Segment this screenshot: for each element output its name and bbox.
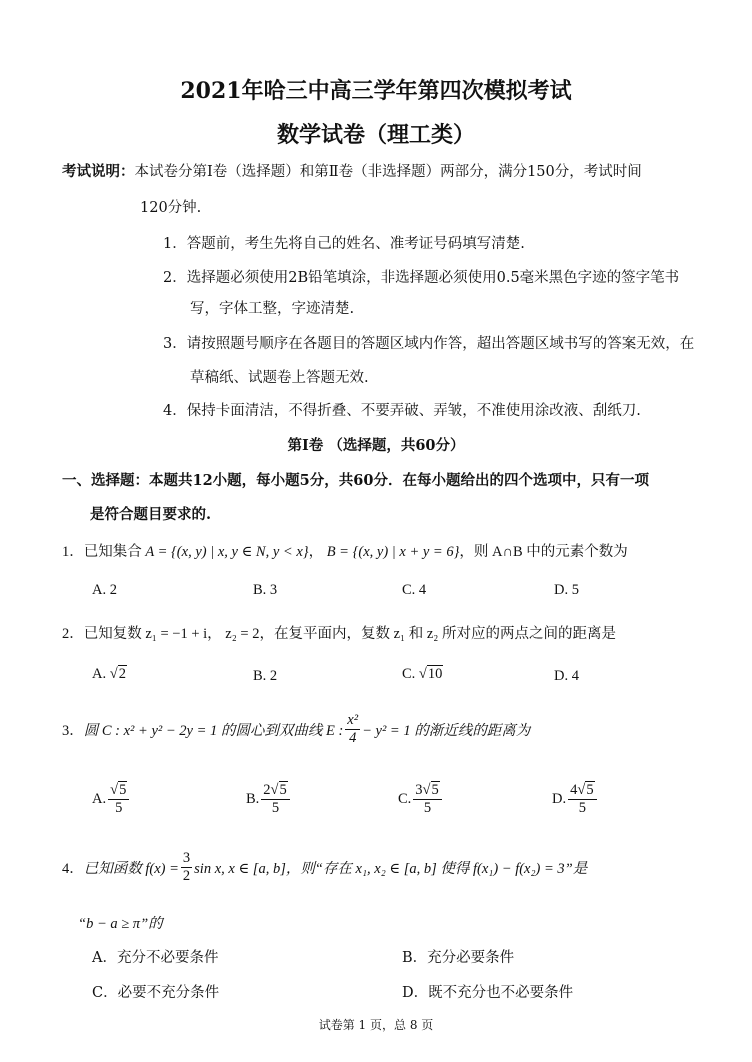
q2-option-a: [92, 666, 127, 683]
page-subtitle: 数学试卷（理工类）: [276, 122, 475, 148]
instructions-line2: 120分钟.: [140, 200, 202, 216]
question-text: 已知函数 f(x) =: [83, 860, 179, 877]
q3-option-d: [552, 782, 599, 816]
denominator: 2: [182, 867, 191, 884]
numerator: x²: [347, 712, 359, 728]
radicand: 5: [119, 782, 127, 798]
q3-option-b: [246, 782, 292, 816]
instructions-line1: [62, 160, 642, 181]
question-number: 2．: [62, 626, 84, 642]
question-number: 4．: [62, 860, 84, 877]
instructions-label: 考试说明：: [62, 163, 135, 180]
radicand: 5: [431, 782, 439, 798]
fraction: $\frac{√5}{5}$: [108, 782, 129, 816]
denominator: 5: [271, 799, 280, 816]
q4-option-c: C．必要不充分条件: [92, 985, 220, 1001]
instruction-item-3-cont: 草稿纸、试题卷上答题无效.: [190, 370, 369, 386]
question-text-end: − y² = 1 的渐近线的距离为: [362, 722, 531, 739]
numerator: 3: [182, 850, 191, 866]
question-text: 已知复数 z₁ = −1 + i， z₂ = 2，在复平面内，复数 z₁ 和 z₂ 所对应的两点之间的距离是: [83, 626, 616, 642]
part-description: 一、选择题：本题共12小题，每小题5分，共60分．在每小题给出的四个选项中，只有一项: [62, 472, 649, 489]
question-4: [62, 850, 587, 884]
fraction: $\frac{2√5}{5}$: [261, 782, 289, 816]
option-label: C.: [398, 790, 412, 807]
question-text: 圆 C : x² + y² − 2y = 1 的圆心到双曲线 E :: [83, 722, 344, 739]
question-text-end: sin x, x ∈ [a, b]，则“存在 x₁, x₂ ∈ [a, b] 使得 f(x₁) − f(x₂) = 3”是: [194, 860, 588, 877]
separator: ，: [308, 544, 324, 560]
option-label: A.: [92, 790, 107, 807]
radicand: 2: [118, 666, 126, 682]
option-label: B.: [246, 790, 260, 807]
fraction: [345, 712, 360, 746]
question-4-cont: “b − a ≥ π”的: [78, 916, 163, 932]
sqrt: √10: [418, 666, 443, 682]
question-2: [62, 622, 616, 643]
coefficient: 4: [570, 782, 578, 798]
question-text: 已知集合: [83, 544, 142, 560]
coefficient: 3: [415, 782, 423, 798]
denominator: 4: [349, 729, 357, 746]
option-label: C.: [402, 666, 416, 682]
q2-option-d: D. 4: [554, 668, 579, 684]
section-heading: 第Ⅰ卷 （选择题，共60分）: [287, 437, 465, 454]
q2-option-c: [402, 666, 443, 683]
question-number: 3．: [62, 722, 84, 739]
denominator: 5: [115, 799, 123, 816]
question-text-end: ，则 A∩B 中的元素个数为: [459, 544, 628, 560]
instruction-item-2-cont: 写，字体工整，字迹清楚.: [190, 301, 355, 317]
sqrt: √2: [109, 666, 126, 682]
page-title: 2021年哈三中高三学年第四次模拟考试: [180, 78, 572, 104]
page-footer: 试卷第 1 页，总 8 页: [318, 1018, 434, 1032]
instruction-item-2: 2．选择题必须使用2B铅笔填涂，非选择题必须使用0.5毫米黑色字迹的签字笔书: [163, 270, 680, 286]
question-number: 1．: [62, 544, 84, 560]
q1-option-b: B. 3: [253, 582, 278, 598]
option-label: A.: [92, 666, 107, 682]
question-3: [62, 712, 530, 746]
denominator: 5: [423, 799, 432, 816]
fraction: $\frac{4√5}{5}$: [568, 782, 596, 816]
q4-option-d: D．既不充分也不必要条件: [402, 985, 574, 1001]
fraction: $\frac{3√5}{5}$: [413, 782, 441, 816]
question-1: [62, 540, 628, 561]
q1-option-c: C. 4: [402, 582, 427, 598]
instruction-item-3: 3．请按照题号顺序在各题目的答题区域内作答，超出答题区域书写的答案无效，在: [163, 336, 695, 352]
fraction: [181, 850, 192, 884]
set-b: B = {(x, y) | x + y = 6}: [326, 544, 460, 560]
denominator: 5: [578, 799, 586, 816]
q4-option-a: A．充分不必要条件: [92, 950, 219, 966]
set-a: A = {(x, y) | x, y ∈ N, y < x}: [145, 544, 309, 560]
instructions-text: 本试卷分第Ⅰ卷（选择题）和第Ⅱ卷（非选择题）两部分，满分150分，考试时间: [134, 164, 642, 180]
q3-option-a: [92, 782, 131, 816]
instruction-item-4: 4．保持卡面清洁，不得折叠、不要弄破、弄皱，不准使用涂改液、刮纸刀.: [163, 403, 641, 419]
part-description-cont: 是符合题目要求的.: [90, 506, 212, 523]
radicand: 5: [279, 782, 287, 798]
coefficient: 2: [263, 782, 271, 798]
q3-option-c: [398, 782, 444, 816]
q1-option-a: A. 2: [92, 582, 117, 598]
q4-option-b: B．充分必要条件: [402, 950, 515, 966]
instruction-item-1: 1．答题前，考生先将自己的姓名、准考证号码填写清楚.: [163, 236, 525, 252]
q1-option-d: D. 5: [554, 582, 579, 598]
q2-option-b: B. 2: [253, 668, 278, 684]
option-label: D.: [552, 790, 567, 807]
radicand: 5: [586, 782, 594, 798]
radicand: 10: [427, 666, 443, 682]
